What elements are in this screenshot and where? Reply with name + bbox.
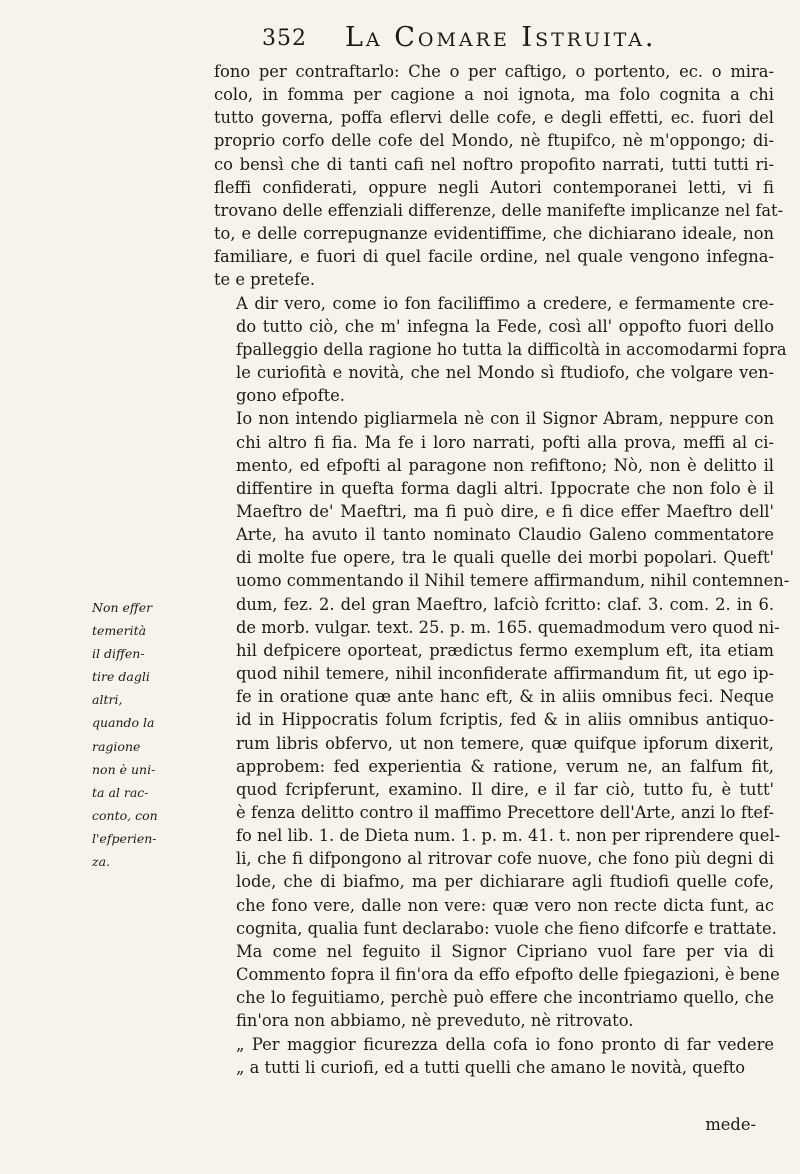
text-line: de morb. vulgar. text. 25. p. m. 165. quemadmodum vero quod ni- — [236, 617, 780, 637]
text-line: le curiofità e novità, che nel Mondo sì ftudiofo, che volgare ven- — [236, 363, 774, 383]
marginal-note-line: temerità — [92, 623, 147, 639]
text-line: lode, che di biafmo, ma per dichiarare agli ftudiofi quelle cofe, — [236, 872, 774, 892]
text-line: fleffi confiderati, oppure negli Autori contemporanei letti, vi fi — [214, 177, 774, 197]
text-line: gono efpofte. — [236, 386, 345, 406]
text-line: rum libris obfervo, ut non temere, quæ quifque ipforum dixerit, — [236, 733, 774, 753]
marginal-note-line: Non effer — [92, 600, 153, 615]
marginal-note-line: non è uni- — [92, 761, 156, 777]
text-line: trovano delle effenziali differenze, delle manifefte implicanze nel fat- — [214, 200, 784, 220]
marginal-note — [92, 596, 202, 873]
text-line: id in Hippocratis folum fcriptis, fed & in aliis omnibus antiquo- — [236, 710, 774, 730]
text-line: tutto governa, poffa eflervi delle cofe, e degli effetti, ec. fuori del — [214, 108, 774, 128]
text-line: Io non intendo pigliarmela nè con il Signor Abram, neppure con — [236, 409, 774, 429]
paragraph — [214, 407, 790, 940]
text-line: „ Per maggior ficurezza della cofa io fono pronto di far vedere — [236, 1034, 774, 1054]
text-line: fpalleggio della ragione ho tutta la difficoltà in accomodarmi fopra — [236, 339, 787, 359]
text-line: approbem: fed experientia & ratione, verum ne, an falfum fit, — [236, 756, 774, 776]
marginal-note-line: conto, con — [92, 807, 158, 823]
catchword: mede- — [705, 1115, 756, 1134]
text-line: mento, ed efpofti al paragone non refiftono; Nò, non è delitto il — [236, 455, 774, 475]
marginal-note-line: il diffen- — [92, 646, 145, 662]
running-title: La Comare Istruita. — [345, 22, 657, 53]
text-line: li, che fi difpongono al ritrovar cofe nuove, che fono più degni di — [236, 849, 774, 869]
text-line: di molte fue opere, tra le quali quelle dei morbi popolari. Queft' — [236, 548, 774, 568]
text-line: diffentire in quefta forma dagli altri. Ippocrate che non folo è il — [236, 478, 774, 498]
text-line: fo nel lib. 1. de Dieta num. 1. p. m. 41. t. non per riprendere quel- — [236, 826, 781, 846]
text-line: che fono vere, dalle non vere: quæ vero non recte dicta funt, ac — [236, 895, 774, 915]
paragraph — [214, 292, 787, 408]
text-line: Maeftro de' Maeftri, ma fi può dire, e fi dice effer Maeftro dell' — [236, 501, 774, 521]
text-line: quod fcripferunt, examino. Il dire, e il far ciò, tutto fu, è tutt' — [236, 779, 774, 799]
text-line: dum, fez. 2. del gran Maeftro, lafciò fcritto: claf. 3. com. 2. in 6. — [236, 594, 774, 614]
marginal-note-line: za. — [92, 854, 111, 870]
text-line: fono per contraftarlo: Che o per caftigo, o portento, ec. o mira- — [214, 62, 774, 81]
text-line: familiare, e fuori di quel facile ordine, nel quale vengono infegna- — [214, 247, 774, 267]
text-line: hil defpicere oporteat, prædictus fermo exemplum eft, ita etiam — [236, 640, 774, 660]
text-line: co bensì che di tanti cafi nel noftro propofito narrati, tutti tutti ri- — [214, 154, 774, 174]
marginal-note-line: ragione — [92, 738, 141, 754]
marginal-note-line: l'efperien- — [92, 830, 157, 846]
text-line: do tutto ciò, che m' infegna la Fede, così all' oppofto fuori dello — [236, 316, 774, 336]
marginal-note-line: ta al rac- — [92, 784, 149, 800]
text-line: to, e delle correpugnanze evidentiffime, che dichiarano ideale, non — [214, 224, 774, 244]
text-line: Commento fopra il fin'ora da effo efpofto delle fpiegazioni, è bene — [236, 965, 780, 985]
text-line: chi altro fi fia. Ma fe i loro narrati, pofti alla prova, meffi al ci- — [236, 432, 774, 452]
marginal-note-line: quando la — [92, 715, 155, 731]
paragraph — [214, 940, 780, 1033]
text-line: che lo feguitiamo, perchè può effere che incontriamo quello, che — [236, 988, 774, 1008]
paragraph — [214, 1033, 774, 1079]
page-number: 352 — [262, 26, 307, 51]
text-line: uomo commentando il Nihil temere affirmandum, nihil contemnen- — [236, 571, 790, 591]
text-line: cognita, qualia funt declarabo: vuole che fieno difcorfe e trattate. — [236, 918, 777, 938]
text-line: quod nihil temere, nihil inconfiderate affirmandum fit, ut ego ip- — [236, 664, 774, 684]
paragraph — [214, 60, 784, 292]
text-line: „ a tutti li curiofi, ed a tutti quelli che amano le novità, quefto — [236, 1057, 746, 1077]
text-line: te e pretefe. — [214, 270, 316, 290]
body-text — [214, 60, 790, 1079]
text-line: fin'ora non abbiamo, nè preveduto, nè ritrovato. — [236, 1011, 634, 1031]
text-line: A dir vero, come io fon faciliffimo a credere, e fermamente cre- — [236, 293, 774, 313]
marginal-note-line: tire dagli — [92, 669, 150, 685]
text-line: proprio corfo delle cofe del Mondo, nè ftupifco, nè m'oppongo; di- — [214, 131, 774, 151]
text-line: fe in oratione quæ ante hanc eft, & in aliis omnibus feci. Neque — [236, 687, 774, 707]
text-line: Arte, ha avuto il tanto nominato Claudio Galeno commentatore — [236, 525, 774, 545]
text-line: Ma come nel feguito il Signor Cipriano vuol fare per via di — [236, 941, 774, 961]
text-line: è fenza delitto contro il maffimo Precettore dell'Arte, anzi lo ftef- — [236, 803, 774, 822]
text-line: colo, in fomma per cagione a noi ignota, ma folo cognita a chi — [214, 85, 774, 105]
marginal-note-line: altri, — [92, 692, 123, 708]
page-header — [0, 22, 800, 52]
